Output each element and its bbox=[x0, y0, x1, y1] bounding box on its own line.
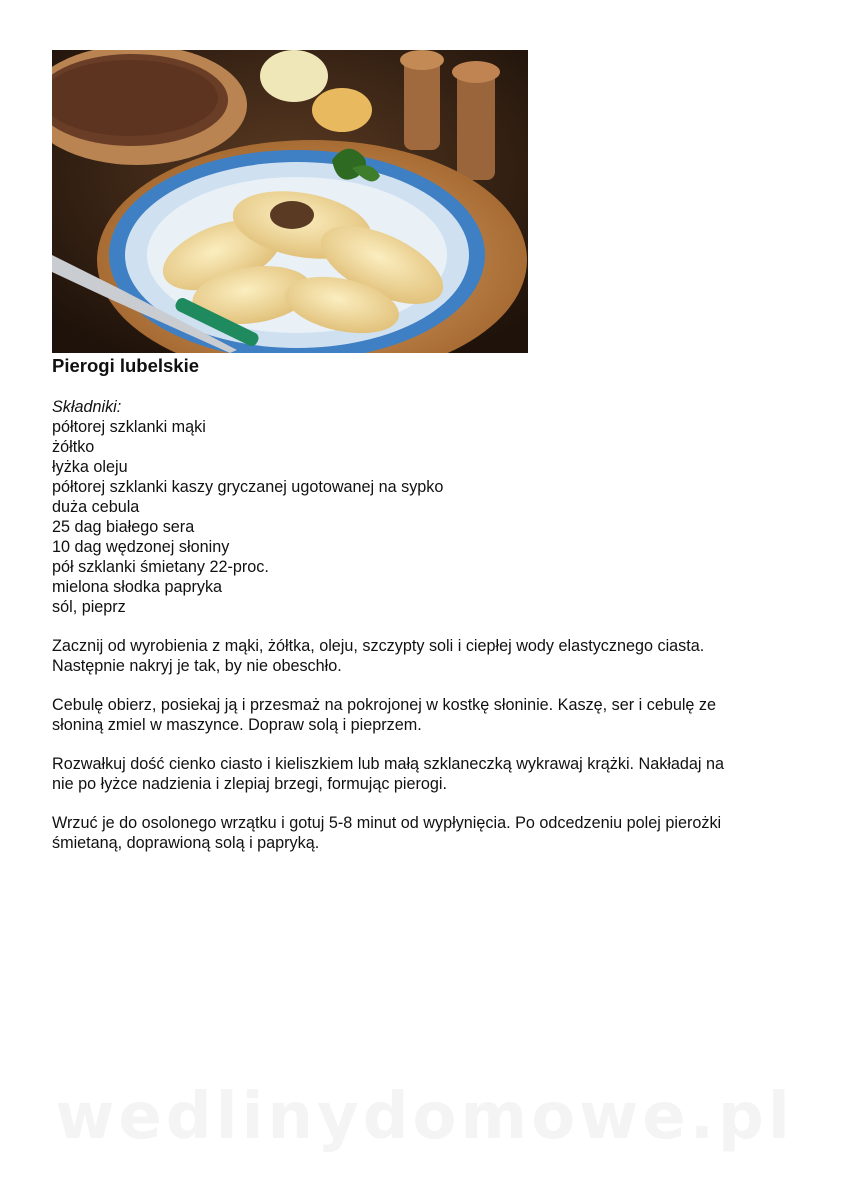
recipe-photo bbox=[52, 50, 528, 353]
ingredient-item: pół szklanki śmietany 22-proc. bbox=[52, 558, 269, 576]
ingredient-item: żółtko bbox=[52, 438, 95, 456]
recipe-title: Pierogi lubelskie bbox=[52, 355, 200, 376]
ingredients-list bbox=[52, 417, 792, 617]
instruction-step: Rozwałkuj dość cienko ciasto i kieliszkiem lub małą szklaneczką wykrawaj krążki. Nakładaj na nie po łyżce nadzienia i zlepiaj brzegi, formując pierogi. bbox=[52, 755, 725, 793]
instructions-section bbox=[52, 636, 792, 872]
instruction-step: Wrzuć je do osolonego wrzątku i gotuj 5-8 minut od wypłynięcia. Po odcedzeniu polej pierożki śmietaną, doprawioną solą i papryką. bbox=[52, 814, 722, 852]
ingredient-item: 25 dag białego sera bbox=[52, 518, 195, 536]
ingredient-item: półtorej szklanki kaszy gryczanej ugotowanej na sypko bbox=[52, 478, 444, 496]
watermark: wedlinydomowe.pl bbox=[55, 1080, 794, 1154]
instruction-step: Zacznij od wyrobienia z mąki, żółtka, oleju, szczypty soli i ciepłej wody elastycznego ciasta. Następnie nakryj je tak, by nie obeschło. bbox=[52, 637, 705, 675]
ingredient-item: sól, pieprz bbox=[52, 598, 126, 616]
ingredient-item: łyżka oleju bbox=[52, 458, 128, 476]
instruction-step: Cebulę obierz, posiekaj ją i przesmaż na pokrojonej w kostkę słoninie. Kaszę, ser i cebulę ze słoniną zmiel w maszynce. Dopraw solą i pieprzem. bbox=[52, 696, 717, 734]
ingredient-item: półtorej szklanki mąki bbox=[52, 418, 206, 436]
ingredients-section bbox=[52, 397, 792, 617]
ingredient-item: duża cebula bbox=[52, 498, 140, 516]
ingredient-item: mielona słodka papryka bbox=[52, 578, 223, 596]
ingredients-label: Składniki: bbox=[52, 398, 122, 416]
ingredient-item: 10 dag wędzonej słoniny bbox=[52, 538, 230, 556]
